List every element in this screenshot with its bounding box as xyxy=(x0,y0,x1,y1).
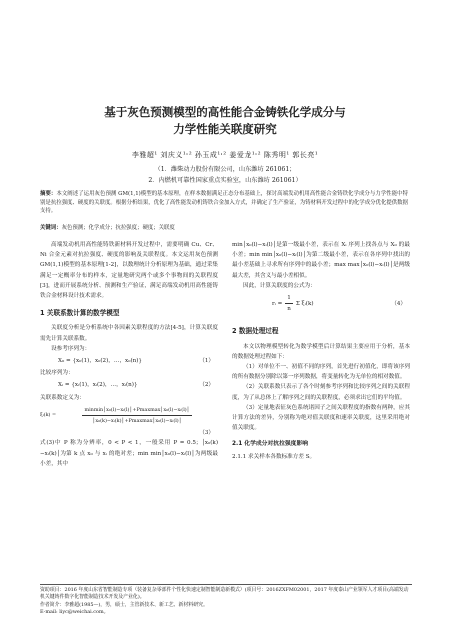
abstract xyxy=(40,190,408,216)
subsection-2-1-1-heading: 2.1.1 求关样本各数标准方差 S。 xyxy=(232,453,316,460)
affiliation-1: （1．潍柴动力股份有限公司，山东潍坊 261061； xyxy=(154,166,296,173)
right-column xyxy=(232,240,410,462)
footnote-funding: 资助项目：2016 年度山东省智能制造专项（装备复杂零部件个性化快速定制智能制造新模式）(项目号：2016ZXFM02001，2017 年度泰山产业领军人才项目(高端发动机关键铸件数字化智能制造技术开发及产业化)。 xyxy=(40,587,409,601)
affiliation-2: 2．内燃机可靠性国家重点实验室，山东潍坊 261061） xyxy=(148,177,302,184)
paper-title-line1: 基于灰色预测模型的高性能合金铸铁化学成分与 xyxy=(104,105,346,119)
equation-3-lhs: ξᵢ(k) = xyxy=(40,412,57,419)
equation-2-body: Xᵢ = {xᵢ(1)，xᵢ(2)，…，xᵢ(n)} xyxy=(58,382,138,389)
abstract-text: 本文阐述了运用灰色预测 GM(1,1)模型的基本原理，在样本数据满足正态分布基础上，探讨高端发动机用高性能合金铸铁化学成分与力学性能中特别是抗拉强度、硬度的关联度。根据分析结果，优化了高性能发动机铸铁合金加入方式，并确定了生产验证，为铸材料开发过程中的化学成分优化提供数据支持。 xyxy=(40,191,408,215)
equation-4-fraction xyxy=(285,293,293,314)
equation-4-numerator: 1 xyxy=(285,293,293,304)
equation-3 xyxy=(40,403,218,428)
equation-2-number: （2） xyxy=(199,382,214,389)
equation-1-number: （1） xyxy=(199,358,214,365)
sec1-paragraph-2: 设参考序列为： xyxy=(51,345,91,352)
keywords-text: 灰色预测；化学成分；抗拉强度；硬度；关联度 xyxy=(61,225,175,231)
sec2-step-3: （3）定量地表征灰色系统诸因子之间关联程度的指数有两种，应其计算方法的差异，分别称为绝对值关联度和速率关联度，这里采用绝对值关联度。 xyxy=(232,404,410,432)
equation-4 xyxy=(232,291,410,316)
right-paragraph-2: 因此，计算关联度的公式为： xyxy=(243,282,316,289)
paper-title-line2: 力学性能关联度研究 xyxy=(173,122,277,136)
equation-3-denominator: │x₀(k)−xᵢ(k)│+Pmaxmax│x₀(l)−xᵢ(l)│ xyxy=(92,418,182,425)
section-1-heading: 1 关联系数计算的数学模型 xyxy=(40,309,120,318)
sec1-paragraph-4: 关联系数定义为： xyxy=(40,394,85,401)
sec2-step-1: （1）对单位不一、初值不同的序列，首先进行初值化，即将该序列的所有数据分别除以第一序列数据，将变量转化为无单位的相对数值。 xyxy=(232,364,410,381)
equation-3-numerator: minmin│x₀(l)−xᵢ(l)│+Pmaxmax│x₀(l)−xᵢ(l)│ xyxy=(82,405,191,416)
sec2-paragraph-1: 本文以物理模型转化为数学模型后计算结果主要应用于分析，基本的数据处理过程如下： xyxy=(232,343,410,360)
footnote-email: E-mail: liyc@weichai.com。 xyxy=(40,609,109,616)
equation-4-sum: Σ ξᵢ(k) xyxy=(295,300,314,307)
sec1-paragraph-3: 比较序列为： xyxy=(40,370,74,377)
keywords-label: 关键词： xyxy=(40,225,62,231)
equation-1 xyxy=(40,354,218,368)
equation-4-lhs: rᵢ = xyxy=(272,300,283,307)
footnote-bio: 作者简介：李雅超(1985—)，男，硕士，主管新技术、新工艺、新材料研究。 xyxy=(40,601,208,608)
abstract-label: 摘要： xyxy=(40,191,57,197)
equation-4-denominator: n xyxy=(287,306,291,313)
keywords xyxy=(40,224,408,233)
equation-3-number: （3） xyxy=(199,430,214,437)
equation-1-body: X₀ = {x₀(1)，x₀(2)，…，x₀(n)} xyxy=(58,358,142,365)
equation-4-number: （4） xyxy=(391,300,406,307)
subsection-2-1-heading: 2.1 化学成分对抗拉强度影响 xyxy=(232,441,309,448)
right-paragraph-1: min│x₀(l)−xᵢ(l)│是第一级最小差，表示在 Xᵢ 序列上找各点与 X₀ 的最小差；min min│x₀(l)−xᵢ(l)│为第二级最小差，表示在各序列中找出的最小差基础上寻求所有序列中的最小差；max max│x₀(l)−xᵢ(l)│是两级最大差，其含义与最小差相似。 xyxy=(232,242,410,279)
footnote-rule xyxy=(40,584,412,585)
equation-3-fraction xyxy=(82,405,191,426)
sec1-paragraph-5: 式(3)中 P 称为分辨率，0 < P < 1，一般采用 P = 0.5；│x₀(k)−xᵢ(k)│为第 k 点 x₀ 与 xᵢ 的绝对差；min min│x₀(l)−xᵢ(l)│为两级最小差，其中 xyxy=(40,440,218,467)
footnote xyxy=(40,587,412,617)
author-list: 李雅超¹ 刘庆义¹˒² 孙玉成¹˒² 姜爱龙¹˒² 陈秀明¹ 郭长亮¹ xyxy=(131,151,319,159)
equation-2 xyxy=(40,378,218,392)
left-column xyxy=(40,240,218,469)
sec2-step-2: （2）关联系数只表示了各个时刻参考序列和比较序列之间的关联程度，为了从总体上了解序列之间的关联程度，必须求出它们的平均值。 xyxy=(232,384,410,401)
intro-paragraph: 高端发动机用高性能铸铁新材料开发过程中，需要明确 Cu、Cr、Ni 合金元素对抗拉强度、硬度的影响及关联程度。本文运用灰色预测 GM(1,1)模型的基本原理[1-2]，以数理统计分析原理为基础，通过采集满足一定概率分布的样本，定量地研究两个或多个事物间的关联程度[3]，进而开展系统分析、预测和生产验证，满足高端发动机用高性能铸铁合金材料设计技术需求。 xyxy=(40,242,218,300)
section-2-heading: 2 数据处理过程 xyxy=(232,327,279,336)
sec1-paragraph-1: 关联度分析是分析系统中各因素关联程度的方法[4-5]，计算关联度需先计算关联系数。 xyxy=(40,325,218,342)
